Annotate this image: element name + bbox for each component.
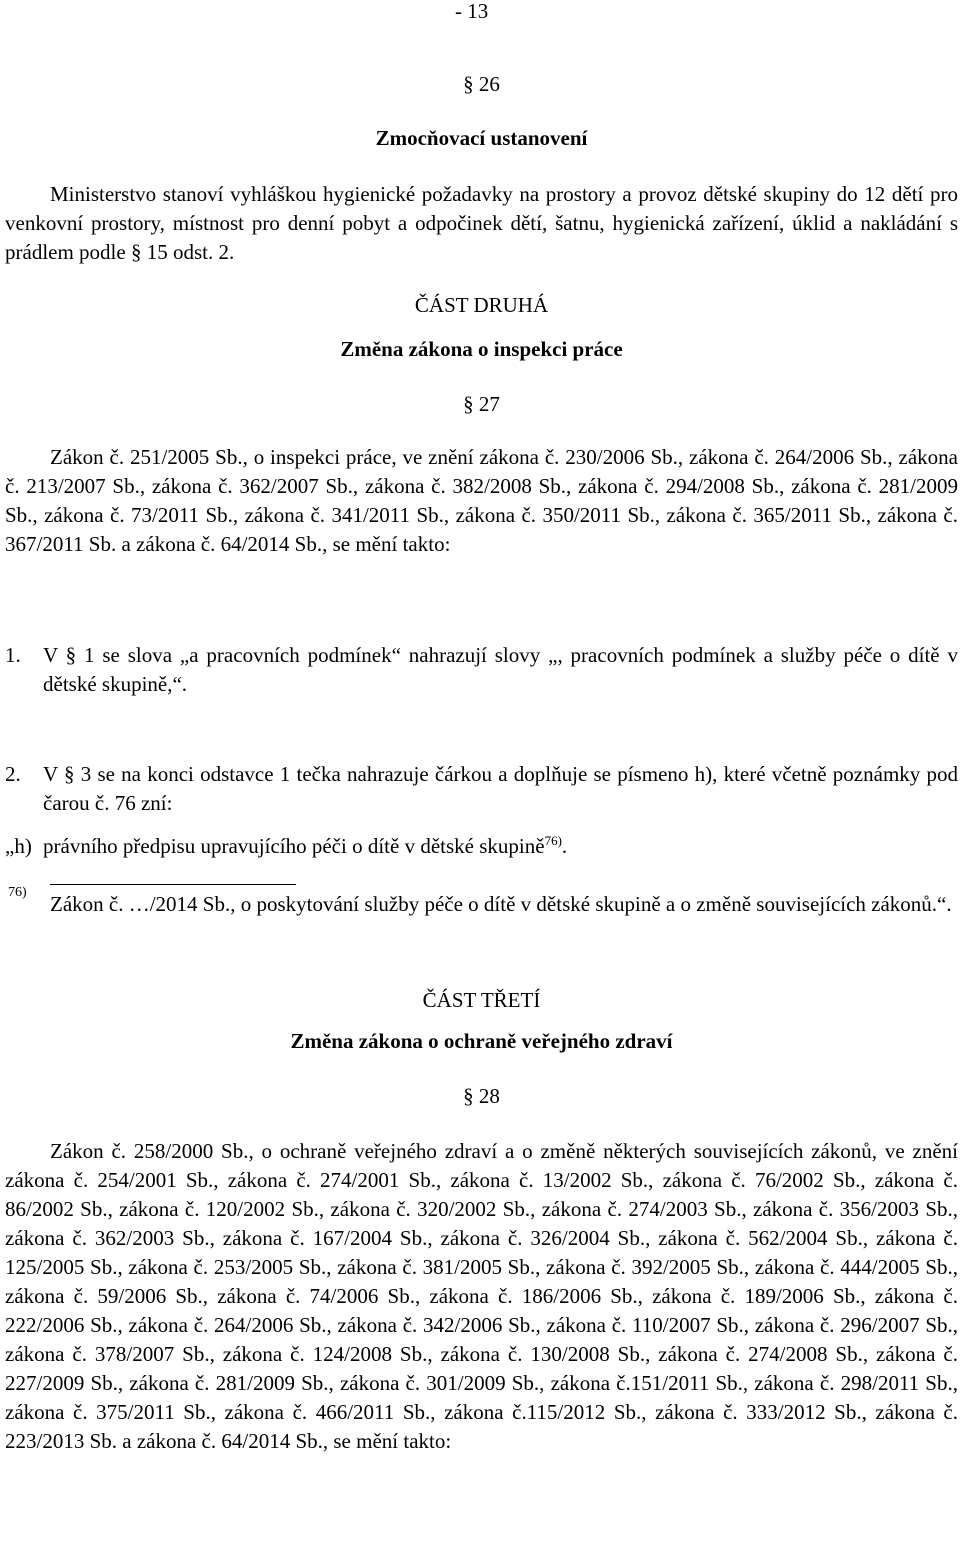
part-three-heading: ČÁST TŘETÍ: [422, 988, 541, 1012]
section-26-number: § 26: [463, 72, 500, 96]
item-h-text: právního předpisu upravujícího péči o dítě v dětské skupině: [43, 834, 545, 858]
section-26-title: Zmocňovací ustanovení: [375, 126, 588, 150]
part-two-title: Změna zákona o inspekci práce: [340, 337, 623, 361]
item-h: [43, 832, 958, 861]
point-1-number: 1.: [5, 643, 21, 667]
part-two-heading: ČÁST DRUHÁ: [414, 293, 549, 317]
footnote-number: 76): [8, 885, 27, 900]
item-h-end: .: [561, 834, 568, 858]
footnote-reference: 76): [544, 833, 562, 848]
footnote-separator: [50, 884, 296, 885]
point-1-text: V § 1 se slova „a pracovních podmínek“ nahrazují slovy „, pracovních podmínek a služby péče o dítě v dětské skupině,“.: [43, 643, 958, 696]
page-number: - 13: [455, 0, 489, 23]
section-28-number: § 28: [463, 1084, 500, 1108]
section-28-intro: Zákon č. 258/2000 Sb., o ochraně veřejného zdraví a o změně některých souvisejících zákonů, ve znění zákona č. 254/2001 Sb., zákona č. 274/2001 Sb., zákona č. 13/2002 Sb., zákona č. 76/2002 Sb., zákona č. 86/2002 Sb., zákona č. 120/2002 Sb., zákona č. 320/2002 Sb., zákona č. 274/2003 Sb., zákona č. 356/2003 Sb., zákona č. 362/2003 Sb., zákona č. 167/2004 Sb., zákona č. 326/2004 Sb., zákona č. 562/2004 Sb., zákona č. 125/2005 Sb., zákona č. 253/2005 Sb., zákona č. 381/2005 Sb., zákona č. 392/2005 Sb., zákona č. 444/2005 Sb., zákona č. 59/2006 Sb., zákona č. 74/2006 Sb., zákona č. 186/2006 Sb., zákona č. 189/2006 Sb., zákona č. 222/2006 Sb., zákona č. 264/2006 Sb., zákona č. 342/2006 Sb., zákona č. 110/2007 Sb., zákona č. 296/2007 Sb., zákona č. 378/2007 Sb., zákona č. 124/2008 Sb., zákona č. 130/2008 Sb., zákona č. 274/2008 Sb., zákona č. 227/2009 Sb., zákona č. 281/2009 Sb., zákona č. 301/2009 Sb., zákona č.151/2011 Sb., zákona č. 298/2011 Sb., zákona č. 375/2011 Sb., zákona č. 466/2011 Sb., zákona č.115/2012 Sb., zákona č. 333/2012 Sb., zákona č. 223/2013 Sb. a zákona č. 64/2014 Sb., se mění takto:: [5, 1139, 958, 1453]
section-27-intro: Zákon č. 251/2005 Sb., o inspekci práce, ve znění zákona č. 230/2006 Sb., zákona č. 264/2006 Sb., zákona č. 213/2007 Sb., zákona č. 362/2007 Sb., zákona č. 382/2008 Sb., zákona č. 294/2008 Sb., zákona č. 281/2009 Sb., zákona č. 73/2011 Sb., zákona č. 341/2011 Sb., zákona č. 350/2011 Sb., zákona č. 365/2011 Sb., zákona č. 367/2011 Sb. a zákona č. 64/2014 Sb., se mění takto:: [5, 445, 958, 556]
item-h-label: „h): [5, 834, 32, 858]
section-26-text: Ministerstvo stanoví vyhláškou hygienické požadavky na prostory a provoz dětské skupiny do 12 dětí pro venkovní prostory, místnost pro denní pobyt a odpočinek dětí, šatnu, hygienická zařízení, úklid a nakládání s prádlem podle § 15 odst. 2.: [5, 182, 958, 264]
point-2-number: 2.: [5, 762, 21, 786]
footnote-text: Zákon č. …/2014 Sb., o poskytování služby péče o dítě v dětské skupině a o změně souvisejících zákonů.“.: [50, 892, 952, 916]
point-2-text: V § 3 se na konci odstavce 1 tečka nahrazuje čárkou a doplňuje se písmeno h), které včetně poznámky pod čarou č. 76 zní:: [43, 762, 958, 815]
part-three-title: Změna zákona o ochraně veřejného zdraví: [290, 1029, 673, 1053]
section-27-number: § 27: [463, 392, 500, 416]
